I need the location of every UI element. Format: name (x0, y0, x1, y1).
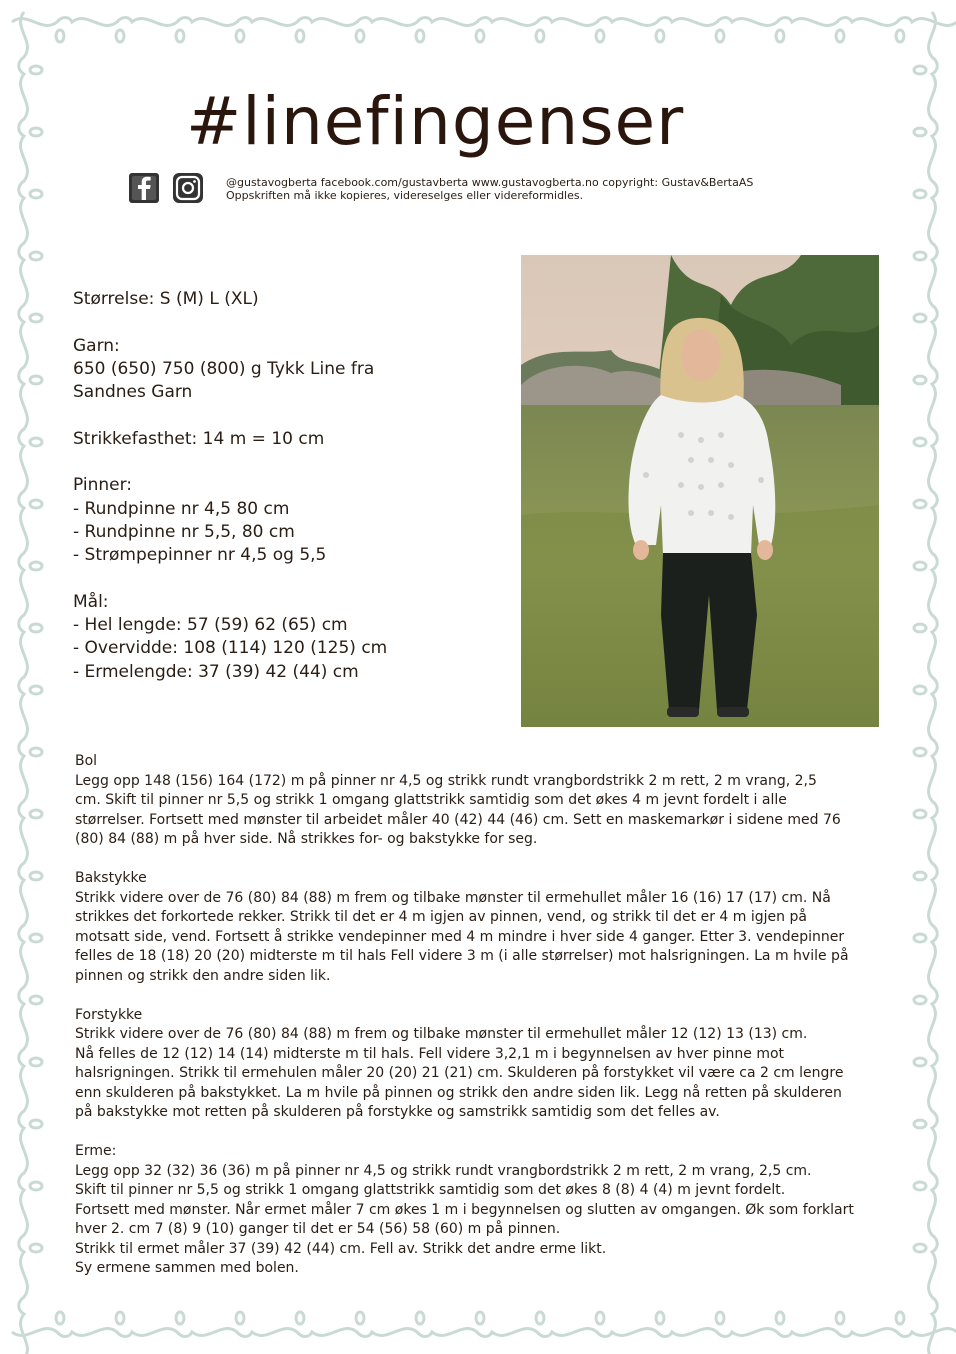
section-bakstykke (75, 869, 880, 986)
section-heading: Bakstykke (75, 870, 147, 886)
pattern-specs (73, 288, 387, 684)
gauge-line: Strikkefasthet: 14 m = 10 cm (73, 428, 325, 449)
page-title: #linefingenser (186, 83, 685, 160)
needle-item: - Rundpinne nr 4,5 80 cm (73, 498, 290, 519)
measure-label: Mål: (73, 591, 109, 612)
sweater-photo (521, 255, 879, 727)
yarn-label: Garn: (73, 335, 120, 356)
pattern-instructions (75, 752, 880, 1298)
instruction-line: (80) 84 (88) m på hver side. Nå strikkes for- og bakstykke for seg. (75, 831, 538, 847)
yarn-line: 650 (650) 750 (800) g Tykk Line fra (73, 358, 375, 379)
section-heading: Forstykke (75, 1006, 143, 1023)
section-bol (75, 752, 880, 850)
instruction-line: Strikk videre over de 76 (80) 84 (88) m frem og tilbake mønster til ermehullet måler 12 (12) 13 (13) cm. (75, 1026, 808, 1042)
instruction-line: Fortsett med mønster. Når ermet måler 7 cm økes 1 m i begynnelsen og slutten av omgangen. Øk som forklart (75, 1201, 854, 1218)
needle-item: - Rundpinne nr 5,5, 80 cm (73, 521, 295, 542)
size-line: Størrelse: S (M) L (XL) (73, 289, 259, 309)
instruction-line: Legg opp 148 (156) 164 (172) m på pinner nr 4,5 og strikk rundt vrangbordstrikk 2 m rett, 2 m vrang, 2,5 (75, 772, 817, 789)
instruction-line: Strikk til ermet måler 37 (39) 42 (44) cm. Fell av. Strikk det andre erme likt. (75, 1240, 607, 1257)
credits (226, 176, 753, 202)
measure-item: - Hel lengde: 57 (59) 62 (65) cm (73, 615, 348, 636)
measure-item: - Ermelengde: 37 (39) 42 (44) cm (73, 661, 359, 682)
facebook-icon[interactable] (128, 172, 160, 204)
section-heading: Erme: (75, 1143, 117, 1159)
instruction-line: pinnen og strikk den andre siden lik. (75, 967, 331, 984)
instruction-line: Legg opp 32 (32) 36 (36) m på pinner nr 4,5 og strikk rundt vrangbordstrikk 2 m rett, 2 m vrang, 2,5 cm. (75, 1162, 812, 1179)
instruction-line: Skift til pinner nr 5,5 og strikk 1 omgang glattstrikk samtidig som det økes 8 (8) 4 (4) m jevnt fordelt. (75, 1182, 786, 1198)
instruction-line: hver 2. cm 7 (8) 9 (10) ganger til det er 54 (56) 58 (60) m på pinnen. (75, 1221, 561, 1237)
section-heading: Bol (75, 753, 98, 769)
instruction-line: størrelser. Fortsett med mønster til arbeidet måler 40 (42) 44 (46) cm. Sett en maskemarkør i sidene med 76 (75, 811, 841, 828)
instruction-line: halsrigningen. Strikk til ermehulen måler 20 (20) 21 (21) cm. Skulderen på forstykket vil være ca 2 cm lengre (75, 1065, 844, 1081)
section-erme (75, 1142, 880, 1279)
social-icons (128, 172, 204, 204)
credits-line: @gustavogberta facebook.com/gustavberta www.gustavogberta.no copyright: Gustav&BertaAS (226, 176, 754, 189)
instruction-line: på bakstykke mot retten på skulderen på forstykke og samstrikk samtidig som det felles av. (75, 1104, 720, 1120)
instruction-line: Sy ermene sammen med bolen. (75, 1260, 299, 1276)
instruction-line: strikkes det forkortede rekker. Strikk til det er 4 m igjen av pinnen, vend, og strikk til det er 4 m igjen på (75, 909, 807, 925)
instruction-line: felles de 18 (18) 20 (20) midterste m til hals Fell videre 3 m (i alle størrelser) mot halsrigningen. La m hvile på (75, 948, 849, 964)
needles-label: Pinner: (73, 475, 133, 496)
yarn-line: Sandnes Garn (73, 382, 193, 403)
section-forstykke (75, 1006, 880, 1123)
instruction-line: cm. Skift til pinner nr 5,5 og strikk 1 omgang glattstrikk samtidig som det økes 4 m jevnt fordelt i alle (75, 792, 787, 808)
instruction-line: motsatt side, vend. Fortsett å strikke vendepinner med 4 m mindre i hver side 4 ganger. Etter 3. vendepinner (75, 928, 845, 945)
measure-item: - Overvidde: 108 (114) 120 (125) cm (73, 638, 388, 659)
copyright-notice: Oppskriften må ikke kopieres, videreselges eller videreformidles. (226, 189, 584, 202)
instruction-line: Nå felles de 12 (12) 14 (14) midterste m til hals. Fell videre 3,2,1 m i begynnelsen av hver pinne mot (75, 1045, 785, 1062)
instagram-icon[interactable] (172, 172, 204, 204)
instruction-line: Strikk videre over de 76 (80) 84 (88) m frem og tilbake mønster til ermehullet måler 16 (16) 17 (17) cm. Nå (75, 889, 831, 906)
needle-item: - Strømpepinner nr 4,5 og 5,5 (73, 545, 327, 566)
instruction-line: enn skulderen på bakstykket. La m hvile på pinnen og strikk den andre siden lik. Legg nå retten på skulderen (75, 1084, 842, 1101)
